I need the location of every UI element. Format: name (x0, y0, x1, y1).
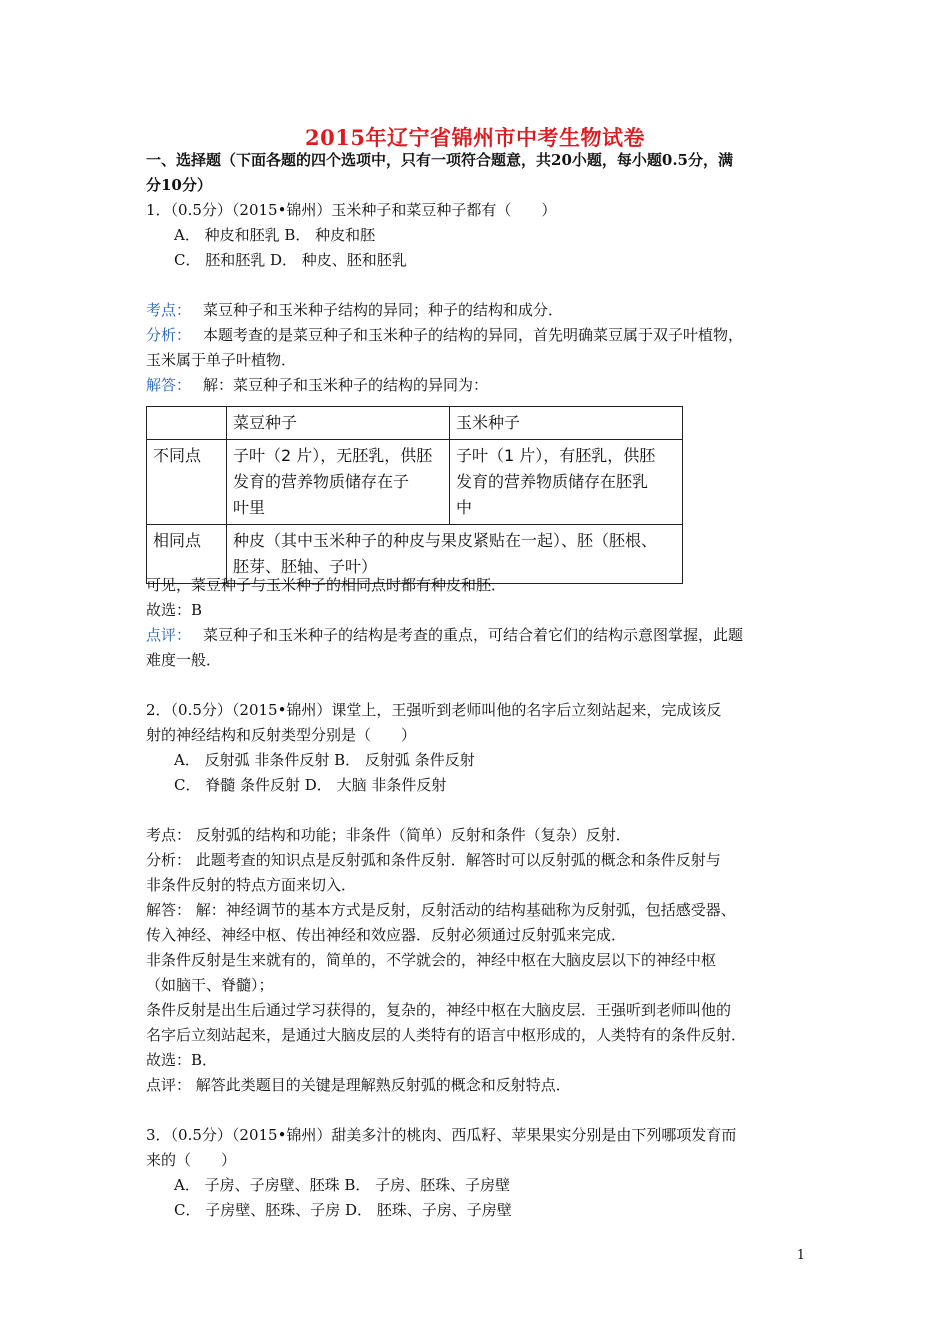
q3-stem-cont: 来的（ ） (146, 1151, 237, 1169)
q2-fenxi-cont: 非条件反射的特点方面来切入． (146, 876, 357, 894)
comparison-table (146, 406, 683, 584)
table-row-label-diff: 不同点 (147, 440, 227, 525)
q1-dianping (146, 623, 816, 648)
q1-stem: 1．（0.5分）（2015•锦州）玉米种子和菜豆种子都有（ ） (146, 201, 557, 219)
cell-line: 种皮（其中玉米种子的种皮与果皮紧贴在一起）、胚（胚根、 (233, 531, 658, 550)
table-header-bean: 菜豆种子 (227, 407, 450, 440)
q3-options-row2: C． 子房壁、胚珠、子房 D． 胚珠、子房、子房壁 (174, 1201, 512, 1219)
q1-conclusion: 可见，菜豆种子与玉米种子的相同点时都有种皮和胚． (146, 576, 507, 594)
cell-line: 叶里 (233, 498, 266, 517)
kaodian-text: 菜豆种子和玉米种子结构的异同；种子的结构和成分． (203, 301, 564, 319)
jieda-label: 解答： (146, 376, 192, 394)
q2-options-row1: A． 反射弧 非条件反射 B． 反射弧 条件反射 (174, 751, 475, 769)
q1-jieda (146, 373, 816, 398)
cell-line: 中 (456, 498, 473, 517)
kaodian-label: 考点： (146, 301, 192, 319)
cell-line: 发育的营养物质储存在胚乳 (456, 472, 649, 491)
q1-fenxi-cont: 玉米属于单子叶植物． (146, 351, 297, 369)
dianping-label: 点评： (146, 626, 192, 644)
jieda-text: 解：菜豆种子和玉米种子的结构的异同为： (203, 376, 489, 394)
q2-stem: 2．（0.5分）（2015•锦州）课堂上，王强听到老师叫他的名字后立刻站起来，完成该反 (146, 701, 722, 719)
section-heading: 一、选择题（下面各题的四个选项中，只有一项符合题意，共20小题，每小题0.5分，满 (146, 151, 733, 169)
q2-jieda-line2: 传入神经、神经中枢、传出神经和效应器．反射必须通过反射弧来完成． (146, 926, 627, 944)
q2-dianping: 点评： 解答此类题目的关键是理解熟反射弧的概念和反射特点． (146, 1076, 571, 1094)
table-corner-cell (147, 407, 227, 440)
cell-line: 发育的营养物质储存在子 (233, 472, 410, 491)
fenxi-label: 分析： (146, 326, 192, 344)
table-header-corn: 玉米种子 (450, 407, 683, 440)
q2-kaodian: 考点： 反射弧的结构和功能；非条件（简单）反射和条件（复杂）反射． (146, 826, 631, 844)
q1-options-row2: C． 胚和胚乳 D． 种皮、胚和胚乳 (174, 251, 407, 269)
q3-options-row1: A． 子房、子房壁、胚珠 B． 子房、胚珠、子房壁 (174, 1176, 511, 1194)
q2-jieda-line4: （如脑干、脊髓）； (146, 976, 274, 994)
q2-answer: 故选：B． (146, 1051, 218, 1069)
q1-dianping-cont: 难度一般． (146, 651, 222, 669)
q3-stem: 3．（0.5分）（2015•锦州）甜美多汁的桃肉、西瓜籽、苹果果实分别是由下列哪项发育而 (146, 1126, 737, 1144)
q2-options-row2: C． 脊髓 条件反射 D． 大脑 非条件反射 (174, 776, 447, 794)
cell-line: 胚芽、胚轴、子叶） (233, 557, 378, 576)
cell-line: 子叶（1 片），有胚乳，供胚 (456, 446, 656, 465)
page-number: 1 (796, 1248, 805, 1263)
q2-jieda-line3: 非条件反射是生来就有的，简单的，不学就会的，神经中枢在大脑皮层以下的神经中枢 (146, 951, 717, 969)
page-title: 2015年辽宁省锦州市中考生物试卷 (305, 125, 645, 150)
dianping-text: 菜豆种子和玉米种子的结构是考查的重点，可结合着它们的结构示意图掌握，此题 (203, 626, 744, 644)
q2-stem-cont: 射的神经结构和反射类型分别是（ ） (146, 726, 417, 744)
table-cell-corn-diff (450, 440, 683, 525)
q1-answer: 故选：B (146, 601, 203, 619)
q2-jieda-line5: 条件反射是出生后通过学习获得的，复杂的，神经中枢在大脑皮层．王强听到老师叫他的 (146, 1001, 732, 1019)
q2-jieda: 解答： 解：神经调节的基本方式是反射，反射活动的结构基础称为反射弧，包括感受器、 (146, 901, 736, 919)
q1-kaodian (146, 298, 816, 323)
table-cell-bean-diff (227, 440, 450, 525)
q1-fenxi (146, 323, 816, 348)
fenxi-text: 本题考查的是菜豆种子和玉米种子的结构的异同，首先明确菜豆属于双子叶植物， (203, 326, 744, 344)
cell-line: 子叶（2 片），无胚乳，供胚 (233, 446, 433, 465)
section-heading-cont: 分10分） (146, 176, 212, 194)
q2-jieda-line6: 名字后立刻站起来，是通过大脑皮层的人类特有的语言中枢形成的，人类特有的条件反射． (146, 1026, 747, 1044)
table-row-label-same: 相同点 (147, 525, 227, 584)
q1-options-row1: A． 种皮和胚乳 B． 种皮和胚 (174, 226, 376, 244)
q2-fenxi: 分析： 此题考查的知识点是反射弧和条件反射．解答时可以反射弧的概念和条件反射与 (146, 851, 721, 869)
